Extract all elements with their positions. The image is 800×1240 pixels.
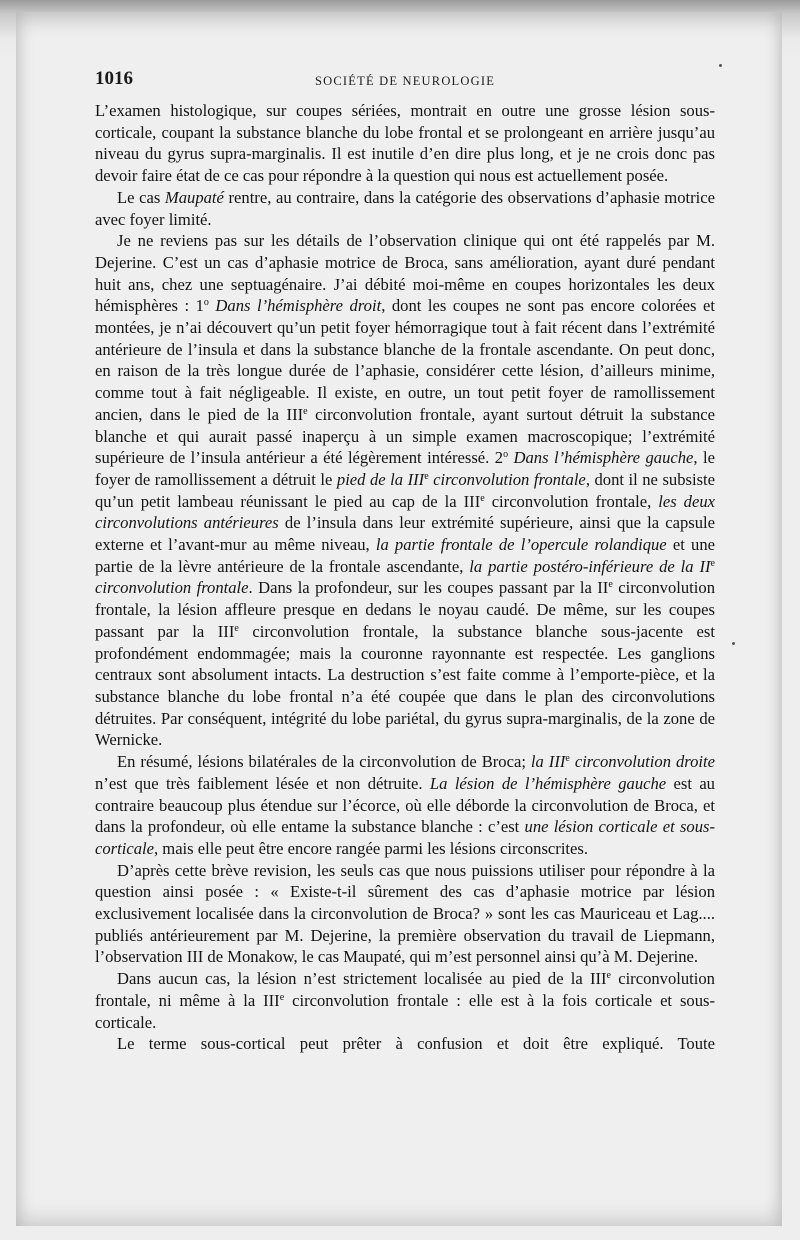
paragraph: D’après cette brève revision, les seuls cas que nous puissions utiliser pour répondre à la question ainsi posée : « Existe-t-il sûrement des cas d’aphasie motrice par lésion exclusivement localisée dans la circonvolution de Broca? » sont les cas Mauriceau et Lag.... publiés antérieurement par M. Dejerine, la première observation du travail de Liepmann, l’observation III de Monakow, le cas Maupaté, qui m’est personnel ainsi qu’à M. Dejerine. <box>95 860 715 967</box>
paragraph: L’examen histologique, sur coupes sériées, montrait en outre une grosse lésion sous-corticale, coupant la substance blanche du lobe frontal et se prolongeant en arrière jusqu’au niveau du gyrus supra-marginalis. Il est inutile d’en dire plus long, et je ne crois donc pas devoir faire état de ce cas pour répondre à la question qui nous est actuellement posée. <box>95 101 715 186</box>
paragraph: Le cas Maupaté rentre, au contraire, dans la catégorie des observations d’aphasie motrice avec foyer limité. <box>95 187 715 229</box>
paragraph: Je ne reviens pas sur les détails de l’observation clinique qui ont été rappelés par M. Dejerine. C’est un cas d’aphasie motrice de Broca, sans amélioration, ayant duré pendant huit ans, chez une septuagénaire. J’ai débité moi-même en coupes horizontales les deux hémisphères : 1$^o$ Dans l’hémisphère droit, dont les coupes ne sont pas encore colorées et montées, je n’ai découvert qu’un petit foyer hémorragique tout à fait récent dans l’extrémité antérieure de l’insula et dans la substance blanche de la frontale ascendante. On peut donc, en raison de la très longue durée de l’aphasie, considérer cette lésion, d’ailleurs minime, comme tout à fait négligeable. Il existe, en outre, un tout petit foyer de ramollissement ancien, dans le pied de la IIIe circonvolution frontale, ayant surtout détruit la substance blanche et qui aurait passé inaperçu à un simple examen macroscopique; l’extrémité supérieure de l’insula antérieur a été légèrement intéressé. 2$^o$ Dans l’hémisphère gauche, le foyer de ramollissement a détruit le pied de la IIIe circonvolution frontale, dont il ne subsiste qu’un petit lambeau réunissant le pied au cap de la IIIe circonvolution frontale, les deux circonvolutions antérieures de l’insula dans leur extrémité supérieure, ainsi que la capsule externe et l’avant-mur au même niveau, la partie frontale de l’opercule rolandique et une partie de la lèvre antérieure de la frontale ascendante, la partie postéro-inférieure de la IIe circonvolution frontale. Dans la profondeur, sur les coupes passant par la IIe circonvolution frontale, la lésion affleure presque en dedans le noyau caudé. De même, sur les coupes passant par la IIIe circonvolution frontale, la substance blanche sous-jacente est profondément endommagée; mais la couronne rayonnante est respectée. Les ganglions centraux sont absolument intacts. La destruction s’est faite comme à l’emporte-pièce, et la substance blanche du lobe frontal n’a été coupée que dans le plan des circonvolutions détruites. Par conséquent, intégrité du lobe pariétal, du gyrus supra-marginalis, de la zone de Wernicke. <box>95 231 716 750</box>
page-number: 1016 <box>95 68 133 89</box>
paragraph: Le terme sous-cortical peut prêter à confusion et doit être expliqué. Toute <box>117 1034 715 1054</box>
scan-speck <box>719 64 722 67</box>
paragraph: En résumé, lésions bilatérales de la circonvolution de Broca; la IIIe circonvolution droite n’est que très faiblement lésée et non détruite. La lésion de l’hémisphère gauche est au contraire beaucoup plus étendue sur l’écorce, où elle déborde la circonvolution de Broca, et dans la profondeur, où elle entame la substance blanche : c’est une lésion corticale et sous-corticale, mais elle peut être encore rangée parmi les lésions circonscrites. <box>95 752 715 858</box>
scan-speck <box>732 642 735 645</box>
body-text <box>95 100 715 1055</box>
running-title: SOCIÉTÉ DE NEUROLOGIE <box>315 74 496 88</box>
paragraph: Dans aucun cas, la lésion n’est strictement localisée au pied de la IIIe circonvolution frontale, ni même à la IIIe circonvolution frontale : elle est à la fois corticale et sous-corticale. <box>95 969 716 1032</box>
running-header <box>95 68 715 96</box>
